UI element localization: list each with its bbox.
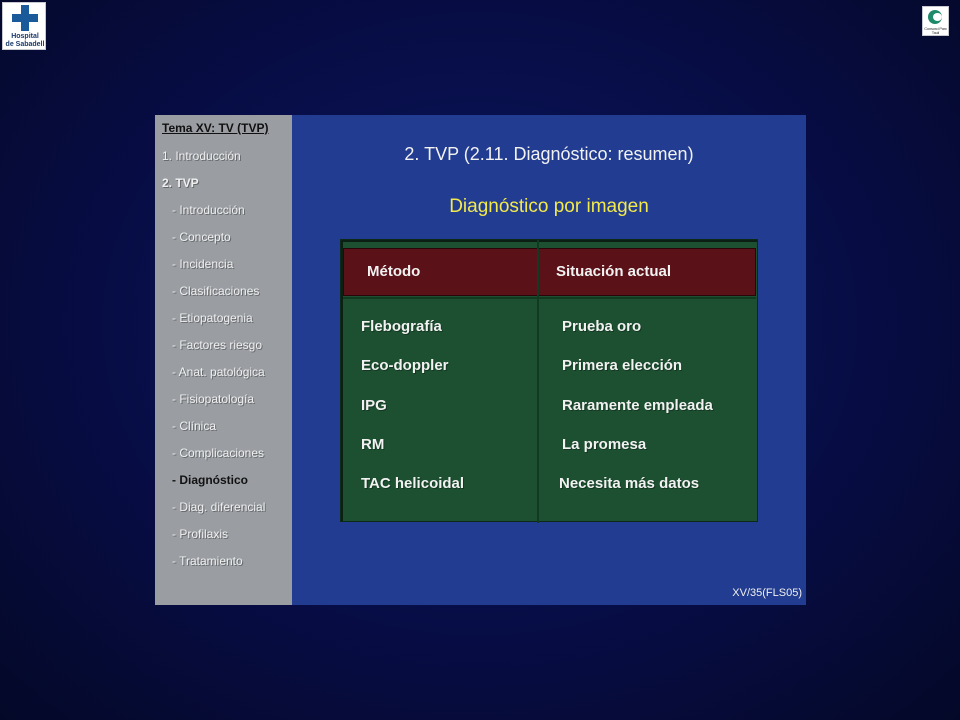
sidebar-item: - Complicaciones <box>172 446 265 460</box>
sidebar-outline <box>155 115 292 605</box>
cell-method: Flebografía <box>361 318 442 335</box>
cell-method: TAC helicoidal <box>361 475 465 492</box>
cell-method: Eco-doppler <box>361 357 449 374</box>
sidebar-item: - Profilaxis <box>172 527 229 541</box>
parc-tauli-emblem-icon <box>928 10 942 24</box>
sidebar-item: - Diag. diferencial <box>172 500 266 514</box>
sidebar-item: - Fisiopatología <box>172 392 255 406</box>
cell-method: RM <box>361 436 385 453</box>
sidebar-item: 2. TVP <box>162 176 199 190</box>
imaging-table <box>340 239 758 522</box>
cell-status: Raramente empleada <box>562 397 713 414</box>
logo-text-line2: de Sabadell <box>5 41 45 48</box>
sidebar-title: Tema XV: TV (TVP) <box>162 121 269 135</box>
slide-subtitle: Diagnóstico por imagen <box>449 196 649 217</box>
slide <box>155 115 806 605</box>
sidebar-item: - Anat. patológica <box>172 365 265 379</box>
cell-status: Necesita más datos <box>559 475 700 492</box>
sidebar-item: - Tratamiento <box>172 554 243 568</box>
cell-status: La promesa <box>562 436 647 453</box>
sidebar-item: - Factores riesgo <box>172 338 263 352</box>
logo-text-line1: Hospital <box>11 33 39 40</box>
sidebar-item: - Incidencia <box>172 257 234 271</box>
cell-status: Prueba oro <box>562 318 642 335</box>
sidebar-item: - Introducción <box>172 203 245 217</box>
parc-tauli-logo <box>922 6 949 36</box>
header-metodo: Método <box>367 263 421 280</box>
slide-title: 2. TVP (2.11. Diagnóstico: resumen) <box>404 144 694 164</box>
column-divider <box>537 240 539 523</box>
parc-tauli-logo-text: Consorci Parc Taulí <box>924 26 947 35</box>
sidebar-item: - Concepto <box>172 230 231 244</box>
header-divider <box>343 297 756 299</box>
slide-code: XV/35(FLS05) <box>732 587 802 599</box>
sidebar-item: - Etiopatogenia <box>172 311 253 325</box>
hospital-cross-icon <box>12 5 38 31</box>
cell-status: Primera elección <box>562 357 683 374</box>
sidebar-item: 1. Introducción <box>162 149 241 163</box>
sidebar-item: - Clínica <box>172 419 217 433</box>
header-situacion: Situación actual <box>556 263 672 280</box>
sidebar-item-active: - Diagnóstico <box>172 473 249 487</box>
hospital-sabadell-logo <box>2 2 46 50</box>
sidebar-item: - Clasificaciones <box>172 284 260 298</box>
cell-method: IPG <box>361 397 387 414</box>
